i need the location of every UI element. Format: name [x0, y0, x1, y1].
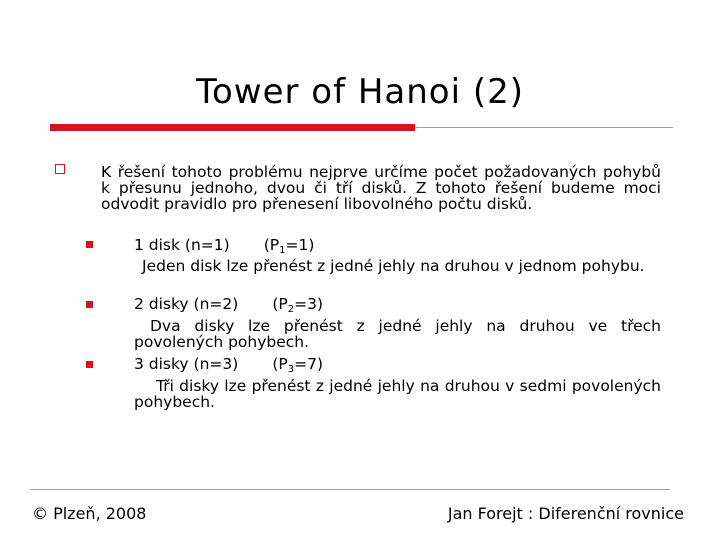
item-description: Dva disky lze přenést z jedné jehly na druhou ve třech povolených pohybech. — [134, 317, 661, 351]
moves-formula: $(P_3=7)$ — [272, 355, 323, 375]
item-label: 1 disk (n=1) — [134, 236, 230, 254]
item-heading — [134, 355, 323, 375]
moves-formula: $(P_1=1)$ — [263, 236, 315, 256]
hollow-square-bullet-icon — [55, 164, 65, 174]
item-heading — [134, 295, 323, 315]
intro-paragraph: K řešení tohoto problému nejprve určíme počet požadovaných pohybů k přesunu jednoho, dvou či tří disků. Z tohoto řešení budeme moci odvodit pravidlo pro přenesení libovolného počtu disků. — [101, 163, 661, 213]
item-label: 3 disky (n=3) — [134, 355, 239, 373]
square-bullet-icon — [86, 301, 93, 308]
item-heading — [134, 236, 315, 256]
footer-divider-line — [30, 489, 670, 490]
item-description: Tři disky lze přenést z jedné jehly na druhou v sedmi povolených pohybech. — [134, 377, 661, 411]
item-label: 2 disky (n=2) — [134, 295, 239, 313]
square-bullet-icon — [86, 241, 93, 248]
title-accent-bar — [50, 124, 415, 131]
item-description: Jeden disk lze přenést z jedné jehly na druhou v jednom pohybu. — [142, 257, 645, 275]
footer-author-course: Jan Forejt : Diferenční rovnice — [447, 504, 684, 523]
title-divider-line — [415, 127, 673, 128]
footer-copyright: © Plzeň, 2008 — [32, 504, 147, 523]
square-bullet-icon — [86, 361, 93, 368]
slide-title: Tower of Hanoi (2) — [195, 72, 525, 112]
moves-formula: $(P_2=3)$ — [272, 295, 323, 315]
